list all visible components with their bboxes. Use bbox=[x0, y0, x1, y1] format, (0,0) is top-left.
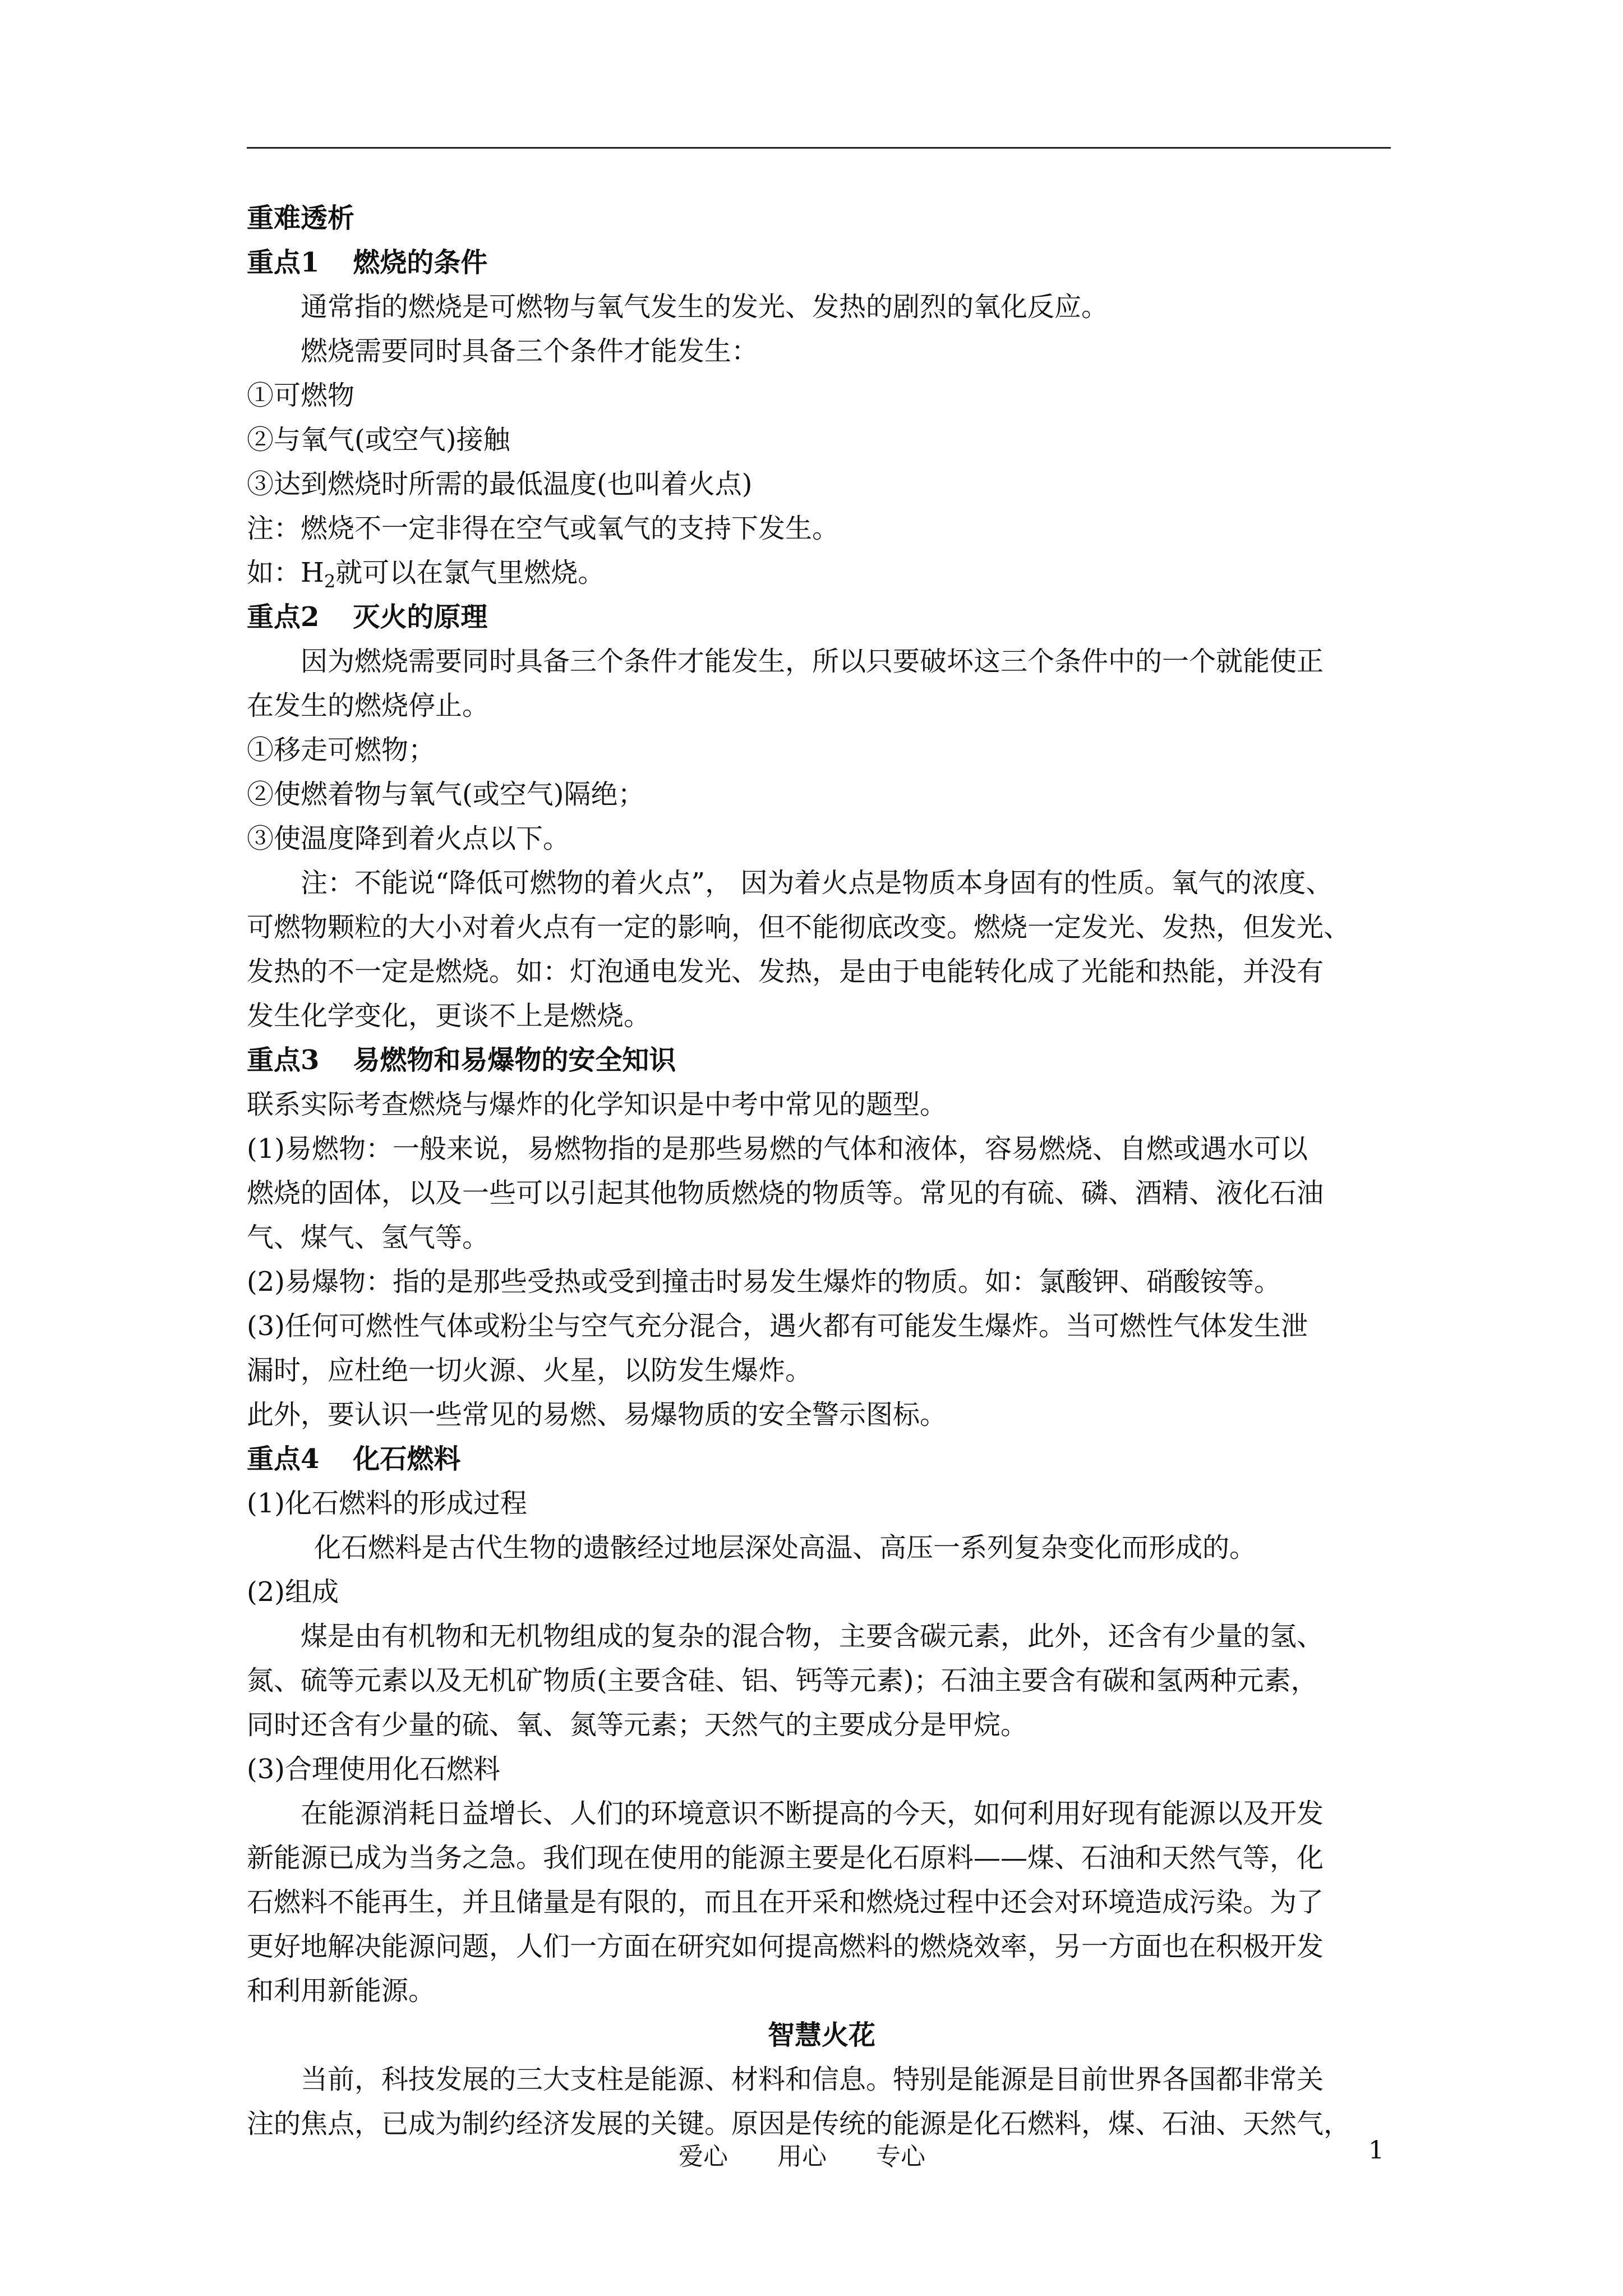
list-item: ③使温度降到着火点以下。 bbox=[247, 823, 570, 854]
paragraph: 通常指的燃烧是可燃物与氧气发生的发光、发热的剧烈的氧化反应。 bbox=[301, 291, 1109, 323]
paragraph: (2)易爆物：指的是那些受热或受到撞击时易发生爆炸的物质。如：氯酸钾、硝酸铵等。 bbox=[247, 1266, 1281, 1297]
list-item: ②与氧气(或空气)接触 bbox=[247, 424, 510, 455]
paragraph-line: 和利用新能源。 bbox=[247, 1975, 436, 2007]
section-1-heading bbox=[247, 241, 1396, 285]
section-4-heading bbox=[247, 1437, 1396, 1481]
footer-item: 用心 bbox=[777, 2142, 827, 2171]
footer-item: 爱心 bbox=[679, 2142, 728, 2171]
note-line: 发生化学变化，更谈不上是燃烧。 bbox=[247, 1000, 651, 1032]
paragraph-line: 注的焦点，已成为制约经济发展的关键。原因是传统的能源是化石燃料，煤、石油、天然气， bbox=[247, 2108, 1351, 2139]
paragraph-line: (1)易燃物：一般来说，易燃物指的是那些易燃的气体和液体，容易燃烧、自燃或遇水可以 bbox=[247, 1133, 1308, 1165]
section-4-label: 重点4 bbox=[247, 1443, 320, 1475]
example-prefix: 如：H bbox=[247, 557, 324, 588]
paragraph-line: (3)任何可燃性气体或粉尘与空气充分混合，遇火都有可能发生爆炸。当可燃性气体发生泄 bbox=[247, 1310, 1308, 1342]
list-item: ①可燃物 bbox=[247, 380, 355, 411]
subheading: (3)合理使用化石燃料 bbox=[247, 1754, 500, 1785]
paragraph-line: 漏时，应杜绝一切火源、火星，以防发生爆炸。 bbox=[247, 1355, 813, 1386]
note-line: 可燃物颗粒的大小对着火点有一定的影响，但不能彻底改变。燃烧一定发光、发热，但发光、 bbox=[247, 912, 1351, 943]
header-rule bbox=[247, 147, 1391, 149]
footer bbox=[679, 2136, 925, 2172]
footer-item: 专心 bbox=[876, 2142, 925, 2171]
section-3-label: 重点3 bbox=[247, 1045, 320, 1076]
paragraph-line: 新能源已成为当务之急。我们现在使用的能源主要是化石原料——煤、石油和天然气等，化 bbox=[247, 1842, 1324, 1874]
paragraph: 化石燃料是古代生物的遗骸经过地层深处高温、高压一系列复杂变化而形成的。 bbox=[314, 1532, 1257, 1563]
paragraph-line: 煤是由有机物和无机物组成的复杂的混合物，主要含碳元素，此外，还含有少量的氢、 bbox=[301, 1621, 1324, 1652]
paragraph-line: 因为燃烧需要同时具备三个条件才能发生，所以只要破坏这三个条件中的一个就能使正 bbox=[301, 646, 1324, 677]
paragraph-line: 当前，科技发展的三大支柱是能源、材料和信息。特别是能源是目前世界各国都非常关 bbox=[301, 2064, 1324, 2095]
list-item: ③达到燃烧时所需的最低温度(也叫着火点) bbox=[247, 468, 753, 500]
note-line: 发热的不一定是燃烧。如：灯泡通电发光、发热，是由于电能转化成了光能和热能，并没有 bbox=[247, 956, 1324, 987]
paragraph-line: 更好地解决能源问题，人们一方面在研究如何提高燃料的燃烧效率，另一方面也在积极开发 bbox=[247, 1931, 1324, 1962]
list-item: ①移走可燃物； bbox=[247, 734, 436, 766]
note-line: 注：不能说“降低可燃物的着火点”， 因为着火点是物质本身固有的性质。氧气的浓度、 bbox=[301, 867, 1333, 899]
subheading: (1)化石燃料的形成过程 bbox=[247, 1488, 527, 1519]
document-body bbox=[247, 196, 1396, 2146]
subheading: (2)组成 bbox=[247, 1576, 339, 1608]
section-1-title: 燃烧的条件 bbox=[353, 247, 488, 278]
paragraph-line: 氮、硫等元素以及无机矿物质(主要含硅、铝、钙等元素)；石油主要含有碳和氢两种元素， bbox=[247, 1665, 1318, 1696]
example-text: 就可以在氯气里燃烧。 bbox=[335, 557, 605, 588]
section-3-title: 易燃物和易爆物的安全知识 bbox=[353, 1045, 676, 1076]
paragraph: 此外，要认识一些常见的易燃、易爆物质的安全警示图标。 bbox=[247, 1399, 947, 1430]
example bbox=[247, 551, 1396, 595]
paragraph: 燃烧需要同时具备三个条件才能发生： bbox=[301, 335, 759, 367]
section-2-title: 灭火的原理 bbox=[353, 601, 488, 633]
note: 注：燃烧不一定非得在空气或氧气的支持下发生。 bbox=[247, 513, 840, 544]
paragraph-line: 同时还含有少量的硫、氧、氮等元素；天然气的主要成分是甲烷。 bbox=[247, 1709, 1028, 1741]
page-number: 1 bbox=[1368, 2136, 1384, 2165]
paragraph-line: 在发生的燃烧停止。 bbox=[247, 690, 490, 721]
section-1-label: 重点1 bbox=[247, 247, 320, 278]
list-item: ②使燃着物与氧气(或空气)隔绝； bbox=[247, 779, 645, 810]
paragraph-line: 在能源消耗日益增长、人们的环境意识不断提高的今天，如何利用好现有能源以及开发 bbox=[301, 1798, 1324, 1829]
page-title: 重难透析 bbox=[247, 203, 355, 234]
subscript: 2 bbox=[324, 570, 336, 592]
paragraph-line: 气、煤气、氢气等。 bbox=[247, 1222, 490, 1253]
paragraph-line: 燃烧的固体，以及一些可以引起其他物质燃烧的物质等。常见的有硫、磷、酒精、液化石油 bbox=[247, 1177, 1324, 1209]
paragraph: 联系实际考查燃烧与爆炸的化学知识是中考中常见的题型。 bbox=[247, 1089, 947, 1120]
paragraph-line: 石燃料不能再生，并且储量是有限的，而且在开采和燃烧过程中还会对环境造成污染。为了 bbox=[247, 1887, 1324, 1918]
section-4-title: 化石燃料 bbox=[353, 1443, 461, 1475]
wisdom-title: 智慧火花 bbox=[767, 2019, 875, 2051]
section-2-heading bbox=[247, 595, 1396, 639]
section-2-label: 重点2 bbox=[247, 601, 320, 633]
section-3-heading bbox=[247, 1038, 1396, 1083]
